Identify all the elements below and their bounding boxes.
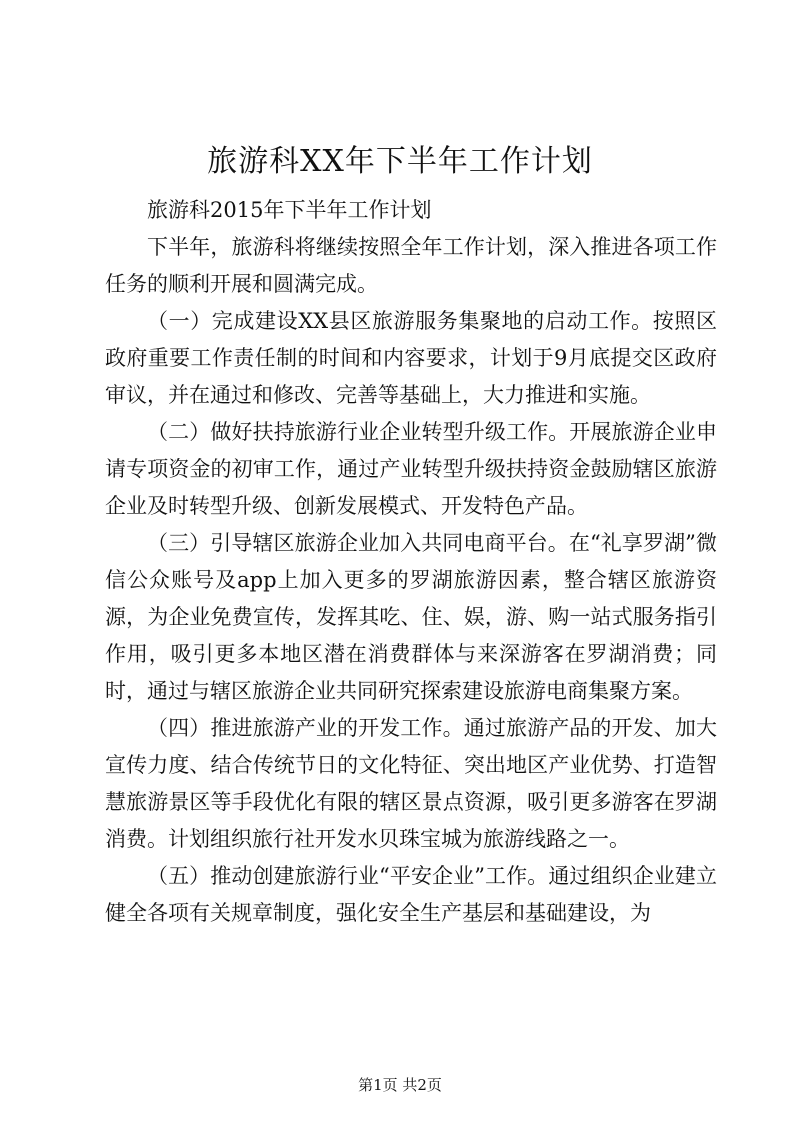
document-body: [105, 192, 717, 932]
paragraph-item-3: （三）引导辖区旅游企业加入共同电商平台。在“礼享罗湖”微信公众账号及app上加入更多的罗湖旅游因素，整合辖区旅游资源，为企业免费宣传，发挥其吃、住、娱，游、购一站式服务指引作用，吸引更多本地区潜在消费群体与来深游客在罗湖消费；同时，通过与辖区旅游企业共同研究探索建设旅游电商集聚方案。: [105, 531, 717, 703]
paragraph-item-2: （二）做好扶持旅游行业企业转型升级工作。开展旅游企业申请专项资金的初审工作，通过产业转型升级扶持资金鼓励辖区旅游企业及时转型升级、创新发展模式、开发特色产品。: [105, 420, 717, 518]
paragraph-intro: 下半年，旅游科将继续按照全年工作计划，深入推进各项工作任务的顺利开展和圆满完成。: [105, 235, 717, 296]
page-number-footer: 第1页 共2页: [358, 1076, 442, 1094]
paragraph-subtitle: 旅游科2015年下半年工作计划: [147, 198, 432, 222]
paragraph-item-4: （四）推进旅游产业的开发工作。通过旅游产品的开发、加大宣传力度、结合传统节日的文化特征、突出地区产业优势、打造智慧旅游景区等手段优化有限的辖区景点资源，吸引更多游客在罗湖消费。计划组织旅行社开发水贝珠宝城为旅游线路之一。: [105, 716, 717, 851]
document-title: 旅游科XX年下半年工作计划: [207, 144, 593, 179]
paragraph-item-1: （一）完成建设XX县区旅游服务集聚地的启动工作。按照区政府重要工作责任制的时间和内容要求，计划于9月底提交区政府审议，并在通过和修改、完善等基础上，大力推进和实施。: [105, 309, 717, 407]
paragraph-item-5: （五）推动创建旅游行业“平安企业”工作。通过组织企业建立健全各项有关规章制度，强化安全生产基层和基础建设，为: [105, 864, 717, 925]
